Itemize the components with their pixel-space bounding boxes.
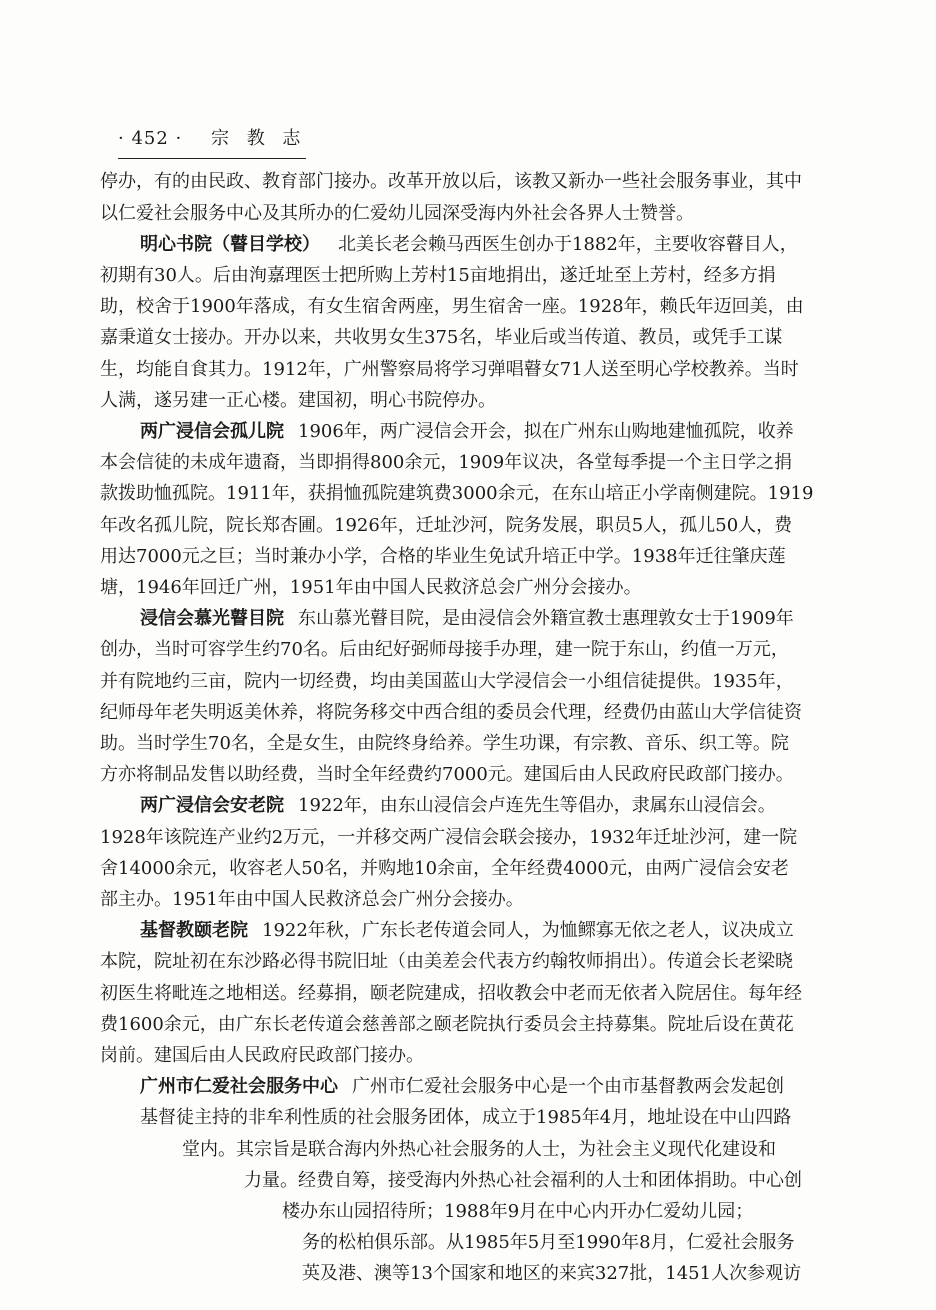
text-line: 部主办。1951年由中国人民救济总会广州分会接办。 [100,889,524,910]
text-line: 纪师母年老失明返美休养，将院务移交中西合组的委员会代理，经费仍由蓝山大学信徒资 [100,702,802,723]
book-title: 宗 教 志 [210,128,307,149]
text-line: 初医生将毗连之地相送。经募捐，颐老院建成，招收教会中老而无依者入院居住。每年经 [100,983,802,1004]
text-line: 停办，有的由民政、教育部门接办。改革开放以后，该教又新办一些社会服务事业，其中 [100,171,802,192]
text-line: 嘉秉道女士接办。开办以来，共收男女生375名，毕业后或当传道、教员，或凭手工谋 [100,327,783,348]
text-line: 生，均能自食其力。1912年，广州警察局将学习弹唱瞽女71人送至明心学校教养。当时 [100,359,799,380]
text-line: 明心书院（瞽目学校） 北美长老会赖马西医生创办于1882年，主要收容瞽目人， [140,234,798,255]
text-line: 本院，院址初在东沙路必得书院旧址（由美差会代表方约翰牧师捐出）。传道会长老梁晓 [100,951,793,972]
text-line: 助，校舍于1900年落成，有女生宿舍两座，男生宿舍一座。1928年，赖氏年迈回美，由 [100,296,804,317]
text-line: 基督教颐老院 1922年秋，广东长老传道会同人，为恤鳏寡无依之老人，议决成立 [140,920,794,941]
text-line: 楼办东山园招待所；1988年9月在中心内开办仁爱幼儿园； [282,1201,754,1222]
text-line: 用达7000元之巨；当时兼办小学，合格的毕业生免试升培正中学。1938年迁往肇庆莲 [100,546,786,567]
text-line: 两广浸信会孤儿院 1906年，两广浸信会开会，拟在广州东山购地建恤孤院，收养 [140,421,794,442]
section-heading-renai: 广州市仁爱社会服务中心 [140,1076,338,1097]
text-line: 创办，当时可容学生约70名。后由纪好弼师母接手办理，建一院于东山，约值一万元， [100,639,789,660]
page-number: · 452 · [118,128,183,149]
text-line: 并有院地约三亩，院内一切经费，均由美国蓝山大学浸信会一小组信徒提供。1935年， [100,671,794,692]
section-heading-anlao: 两广浸信会安老院 [140,795,284,816]
text-line: 年改名孤儿院，院长郑杏圃。1926年，迁址沙河，院务发展，职员5人，孤儿50人，费 [100,515,793,536]
text-line: 款拨助恤孤院。1911年，获捐恤孤院建筑费3000余元，在东山培正小学南侧建院。1919 [100,483,814,504]
text-line: 费1600余元，由广东长老传道会慈善部之颐老院执行委员会主持募集。院址后设在黄花 [100,1014,794,1035]
text-line: 助。当时学生70名，全是女生，由院终身给养。学生功课，有宗教、音乐、织工等。院 [100,733,789,754]
text-line: 人满，遂另建一正心楼。建国初，明心书院停办。 [100,390,496,411]
section-heading-yilao: 基督教颐老院 [140,920,248,941]
section-heading-orphanage: 两广浸信会孤儿院 [140,421,284,442]
text-line: 本会信徒的未成年遗裔，当即捐得800余元，1909年议决，各堂每季提一个主日学之捐 [100,452,793,473]
text-line: 塘，1946年回迁广州，1951年由中国人民救济总会广州分会接办。 [100,577,642,598]
text-line: 1928年该院连产业约2万元，一并移交两广浸信会联会接办，1932年迁址沙河，建一院 [100,827,798,848]
text-line: 堂内。其宗旨是联合海内外热心社会服务的人士，为社会主义现代化建设和 [182,1139,776,1160]
page-header [118,124,306,159]
text-line: 浸信会慕光瞽目院 东山慕光瞽目院，是由浸信会外籍宣教士惠理敦女士于1909年 [140,608,794,629]
text-line: 基督徒主持的非牟利性质的社会服务团体，成立于1985年4月，地址设在中山四路 [140,1107,792,1128]
section-heading-muguang: 浸信会慕光瞽目院 [140,608,284,629]
text-line: 岗前。建国后由人民政府民政部门接办。 [100,1045,424,1066]
text-line: 舍14000余元，收容老人50名，并购地10余亩，全年经费4000元，由两广浸信会安老 [100,858,789,879]
section-heading-mingxin: 明心书院（瞽目学校） [140,234,320,255]
text-line: 务的松柏俱乐部。从1985年5月至1990年8月，仁爱社会服务 [302,1232,795,1253]
text-line: 英及港、澳等13个国家和地区的来宾327批，1451人次参观访 [302,1263,802,1284]
text-line: 以仁爱社会服务中心及其所办的仁爱幼儿园深受海内外社会各界人士赞誉。 [100,203,694,224]
text-line: 方亦将制品发售以助经费，当时全年经费约7000元。建国后由人民政府民政部门接办。 [100,764,794,785]
text-line: 初期有30人。后由洵嘉理医士把所购上芳村15亩地捐出，遂迁址至上芳村，经多方捐 [100,265,776,286]
text-line: 两广浸信会安老院 1922年，由东山浸信会卢连先生等倡办，隶属东山浸信会。 [140,795,776,816]
text-line: 广州市仁爱社会服务中心 广州市仁爱社会服务中心是一个由市基督教两会发起创 [140,1076,784,1097]
text-line: 力量。经费自筹，接受海内外热心社会福利的人士和团体捐助。中心创 [244,1170,802,1191]
